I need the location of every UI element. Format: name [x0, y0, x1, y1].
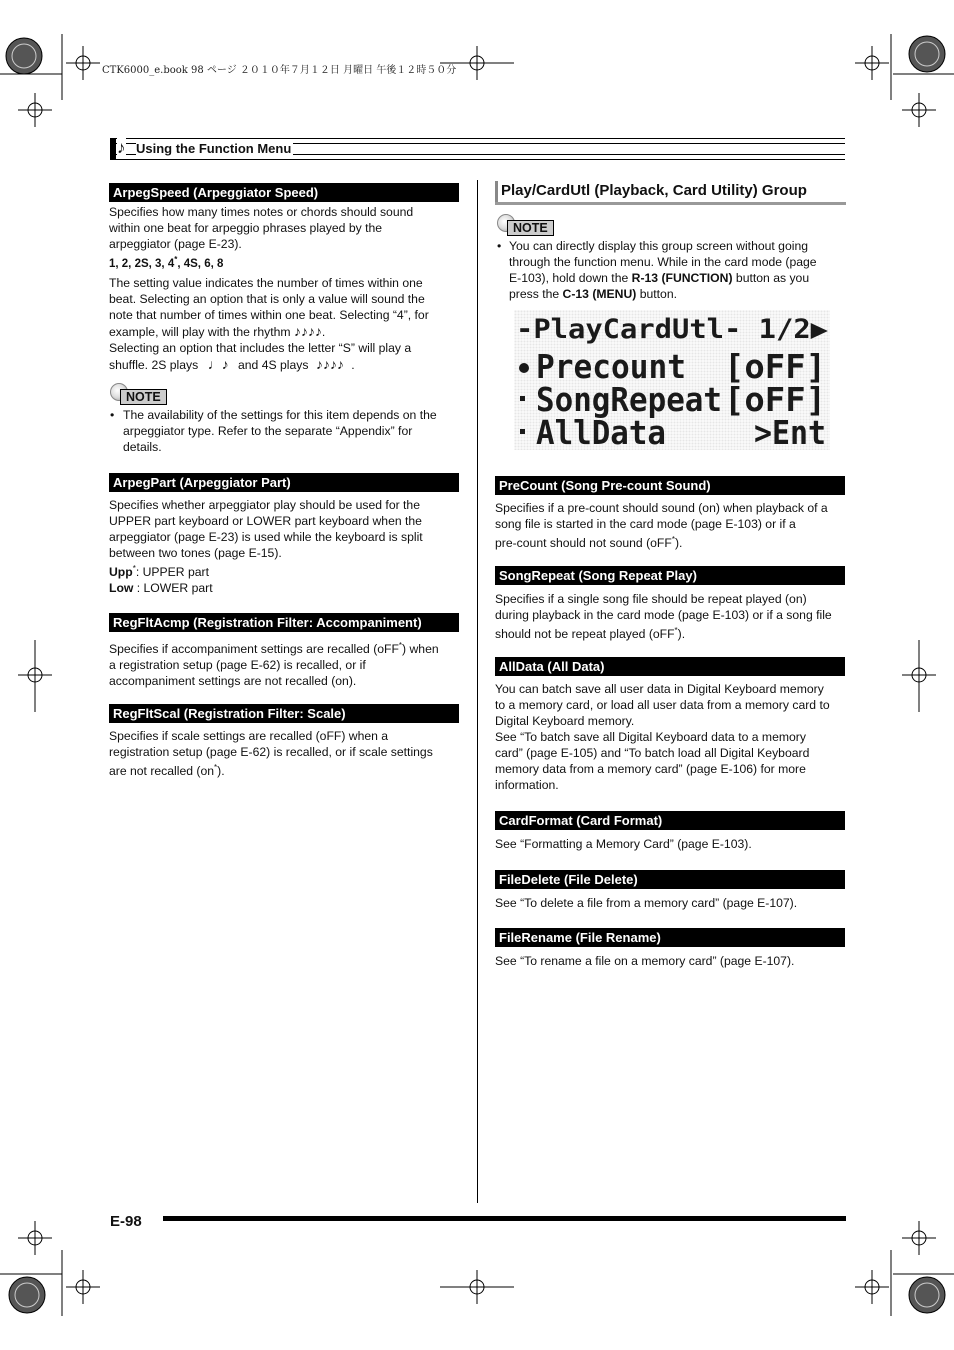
text-fragment: .	[321, 325, 326, 339]
regfltscal-description	[109, 728, 433, 779]
text-line: You can directly display this group screen without going	[509, 239, 808, 253]
precount-description	[495, 500, 828, 551]
text-line	[109, 760, 433, 779]
section-heading-cardformat: CardFormat (Card Format)	[495, 811, 845, 830]
group-heading-title: Play/CardUtl (Playback, Card Utility) Group	[501, 182, 807, 199]
filerename-description: See “To rename a file on a memory card” (page E-107).	[495, 954, 795, 968]
shuffle-notes-icon: ♪♪♪♪	[315, 356, 344, 372]
text-line: Digital Keyboard memory.	[495, 714, 635, 728]
text-line: beat. Selecting an option that is only a value will sound the	[109, 292, 425, 306]
text-line: between two tones (page E-15).	[109, 546, 282, 560]
text-fragment: ).	[674, 536, 683, 551]
text-line: note that number of times within one beat. Selecting “4”, for	[109, 308, 429, 322]
shuffle-notes-icon: ♩♪	[207, 356, 229, 372]
text-line	[109, 356, 429, 373]
lcd-row-1: -PlayCardUtl- 1/2▶	[516, 314, 829, 345]
text-line: See “To batch save all Digital Keyboard data to a memory	[495, 730, 806, 744]
group-heading	[495, 181, 846, 205]
text-fragment: ).	[677, 627, 686, 642]
text-line	[109, 638, 439, 657]
text-line: Specifies how many times notes or chords should sound	[109, 205, 414, 219]
lcd-row-4-value: >Ent	[754, 413, 826, 450]
options-text: , 4S, 6, 8	[177, 257, 224, 270]
note-word: NOTE	[507, 220, 554, 236]
lcd-row-2-label: Precount	[536, 347, 686, 386]
arpegspeed-description	[109, 204, 413, 272]
text-line: arpeggiator (page E-23).	[109, 237, 242, 251]
rhythm-notes-icon: ♪♪♪♪	[293, 323, 322, 339]
option-key: Upp	[109, 565, 133, 580]
footer-rule	[163, 1216, 846, 1221]
text-line: during playback in the card mode (page E-103) or if a song file	[495, 608, 832, 622]
button-ref: C-13 (MENU)	[562, 287, 637, 301]
file-header: CTK6000_e.book 98 ページ ２０１０年７月１２日 月曜日 午後１２時５０分	[102, 65, 457, 76]
text-fragment: are not recalled (on	[109, 764, 215, 779]
bullet-icon: •	[110, 408, 115, 422]
text-line: Specifies if scale settings are recalled (oFF) when a	[109, 729, 389, 743]
text-fragment: Specifies if accompaniment settings are recalled (oFF	[109, 642, 399, 657]
note-body	[123, 407, 437, 455]
text-fragment: button.	[636, 287, 678, 301]
lcd-row-2-value: [oFF]	[724, 347, 826, 386]
text-fragment: shuffle. 2S plays	[109, 358, 199, 372]
arpegpart-description	[109, 497, 423, 596]
lcd-row-4-label: AllData	[536, 413, 666, 450]
text-line: Specifies if a single song file should be repeat played (on)	[495, 592, 807, 606]
filedelete-description: See “To delete a file from a memory card” (page E-107).	[495, 896, 798, 910]
page-number: E-98	[110, 1213, 142, 1230]
text-fragment: should not be repeat played (oFF	[495, 627, 675, 642]
default-marker: *	[214, 763, 218, 772]
text-line: information.	[495, 778, 559, 792]
text-line: You can batch save all user data in Digital Keyboard memory	[495, 682, 824, 696]
arpegspeed-explanation	[109, 275, 429, 373]
text-fragment: pre-count should not sound (oFF	[495, 536, 672, 551]
group-heading-bar	[495, 181, 498, 202]
note-item	[110, 407, 460, 457]
text-fragment: ) when	[402, 642, 439, 657]
text-fragment: .	[351, 358, 355, 372]
text-line	[109, 323, 429, 340]
text-line: registration setup (page E-62) is recalled, or if scale settings	[109, 745, 433, 759]
text-line: Selecting an option that includes the letter “S” will play a	[109, 341, 412, 355]
section-heading-regfltscal: RegFltScal (Registration Filter: Scale)	[109, 704, 459, 723]
running-header	[110, 138, 845, 160]
text-line	[495, 623, 832, 642]
lcd-row-3-value: [oFF]	[724, 380, 826, 419]
section-heading-filedelete: FileDelete (File Delete)	[495, 870, 845, 889]
note-item	[497, 238, 847, 304]
text-line: card” (page E-105) and “To batch load all Digital Keyboard	[495, 746, 810, 760]
default-marker: *	[674, 626, 678, 635]
button-ref: R-13 (FUNCTION)	[631, 271, 733, 285]
option-key: Low	[109, 581, 134, 596]
default-marker: *	[671, 535, 675, 544]
text-line: The setting value indicates the number of times within one	[109, 276, 423, 290]
alldata-description	[495, 681, 830, 793]
section-heading-filerename: FileRename (File Rename)	[495, 928, 845, 947]
text-line: details.	[123, 440, 162, 454]
regfltacmp-description	[109, 638, 439, 689]
text-line: song file is started in the card mode (page E-103) or if a	[495, 517, 796, 531]
options-text: 1, 2, 2S, 3, 4	[109, 257, 175, 270]
text-line: Specifies if a pre-count should sound (on) when playback of a	[495, 501, 828, 515]
text-fragment: ).	[217, 764, 225, 779]
text-line: a registration setup (page E-62) is recalled, or if	[109, 658, 366, 673]
lcd-display	[514, 310, 830, 450]
text-line: through the function menu. While in the card mode (page	[509, 255, 817, 269]
section-heading-precount: PreCount (Song Pre-count Sound)	[495, 476, 845, 495]
section-heading-alldata: AllData (All Data)	[495, 657, 845, 676]
text-line: The availability of the settings for this item depends on the	[123, 408, 437, 422]
text-line	[509, 286, 817, 302]
songrepeat-description	[495, 591, 832, 642]
note-body	[509, 238, 817, 302]
section-heading-arpegpart: ArpegPart (Arpeggiator Part)	[109, 473, 459, 492]
text-fragment: and 4S plays	[238, 358, 309, 372]
option-low	[109, 580, 423, 596]
text-line	[495, 532, 828, 551]
text-line: UPPER part keyboard or LOWER part keyboard when the	[109, 514, 422, 528]
music-note-icon: ♪	[117, 138, 126, 157]
default-marker: *	[174, 255, 178, 264]
section-heading-songrepeat: SongRepeat (Song Repeat Play)	[495, 566, 845, 585]
text-line: arpeggiator (page E-23) is used while the keyboard is split	[109, 530, 423, 544]
option-upp	[109, 561, 423, 580]
text-line: arpeggiator type. Refer to the separate “Appendix” for	[123, 424, 413, 438]
option-value: : UPPER part	[135, 565, 209, 580]
text-line: accompaniment settings are not recalled (on).	[109, 674, 357, 689]
text-line	[509, 270, 817, 286]
row-marker-icon	[520, 396, 525, 401]
bullet-icon: •	[497, 239, 502, 253]
running-header-title: Using the Function Menu	[136, 141, 292, 156]
text-line: Specifies whether arpeggiator play should be used for the	[109, 498, 420, 512]
cursor-dot-icon	[519, 363, 529, 373]
note-label	[110, 389, 180, 405]
text-line: memory data from a memory card” (page E-106) for more	[495, 762, 806, 776]
section-heading-regfltacmp: RegFltAcmp (Registration Filter: Accompaniment)	[109, 613, 459, 632]
section-heading-arpegspeed: ArpegSpeed (Arpeggiator Speed)	[109, 183, 459, 202]
text-fragment: press the	[509, 287, 563, 301]
text-fragment: E-103), hold down the	[509, 271, 632, 285]
text-fragment: example, will play with the rhythm	[109, 325, 291, 339]
arpegspeed-options	[109, 252, 413, 272]
option-value: : LOWER part	[133, 581, 213, 596]
column-divider	[477, 180, 478, 1203]
text-line: to a memory card, or load all user data from a memory card to	[495, 698, 830, 712]
text-fragment: button as you	[732, 271, 810, 285]
cardformat-description: See “Formatting a Memory Card” (page E-103).	[495, 837, 752, 851]
row-marker-icon	[520, 429, 525, 434]
default-marker: *	[132, 564, 136, 573]
note-label	[497, 220, 567, 236]
text-line: within one beat for arpeggio phrases played by the	[109, 221, 383, 235]
lcd-display-svg	[514, 310, 830, 450]
default-marker: *	[398, 641, 403, 650]
lcd-row-3-label: SongRepeat	[536, 380, 722, 419]
note-word: NOTE	[120, 389, 167, 405]
